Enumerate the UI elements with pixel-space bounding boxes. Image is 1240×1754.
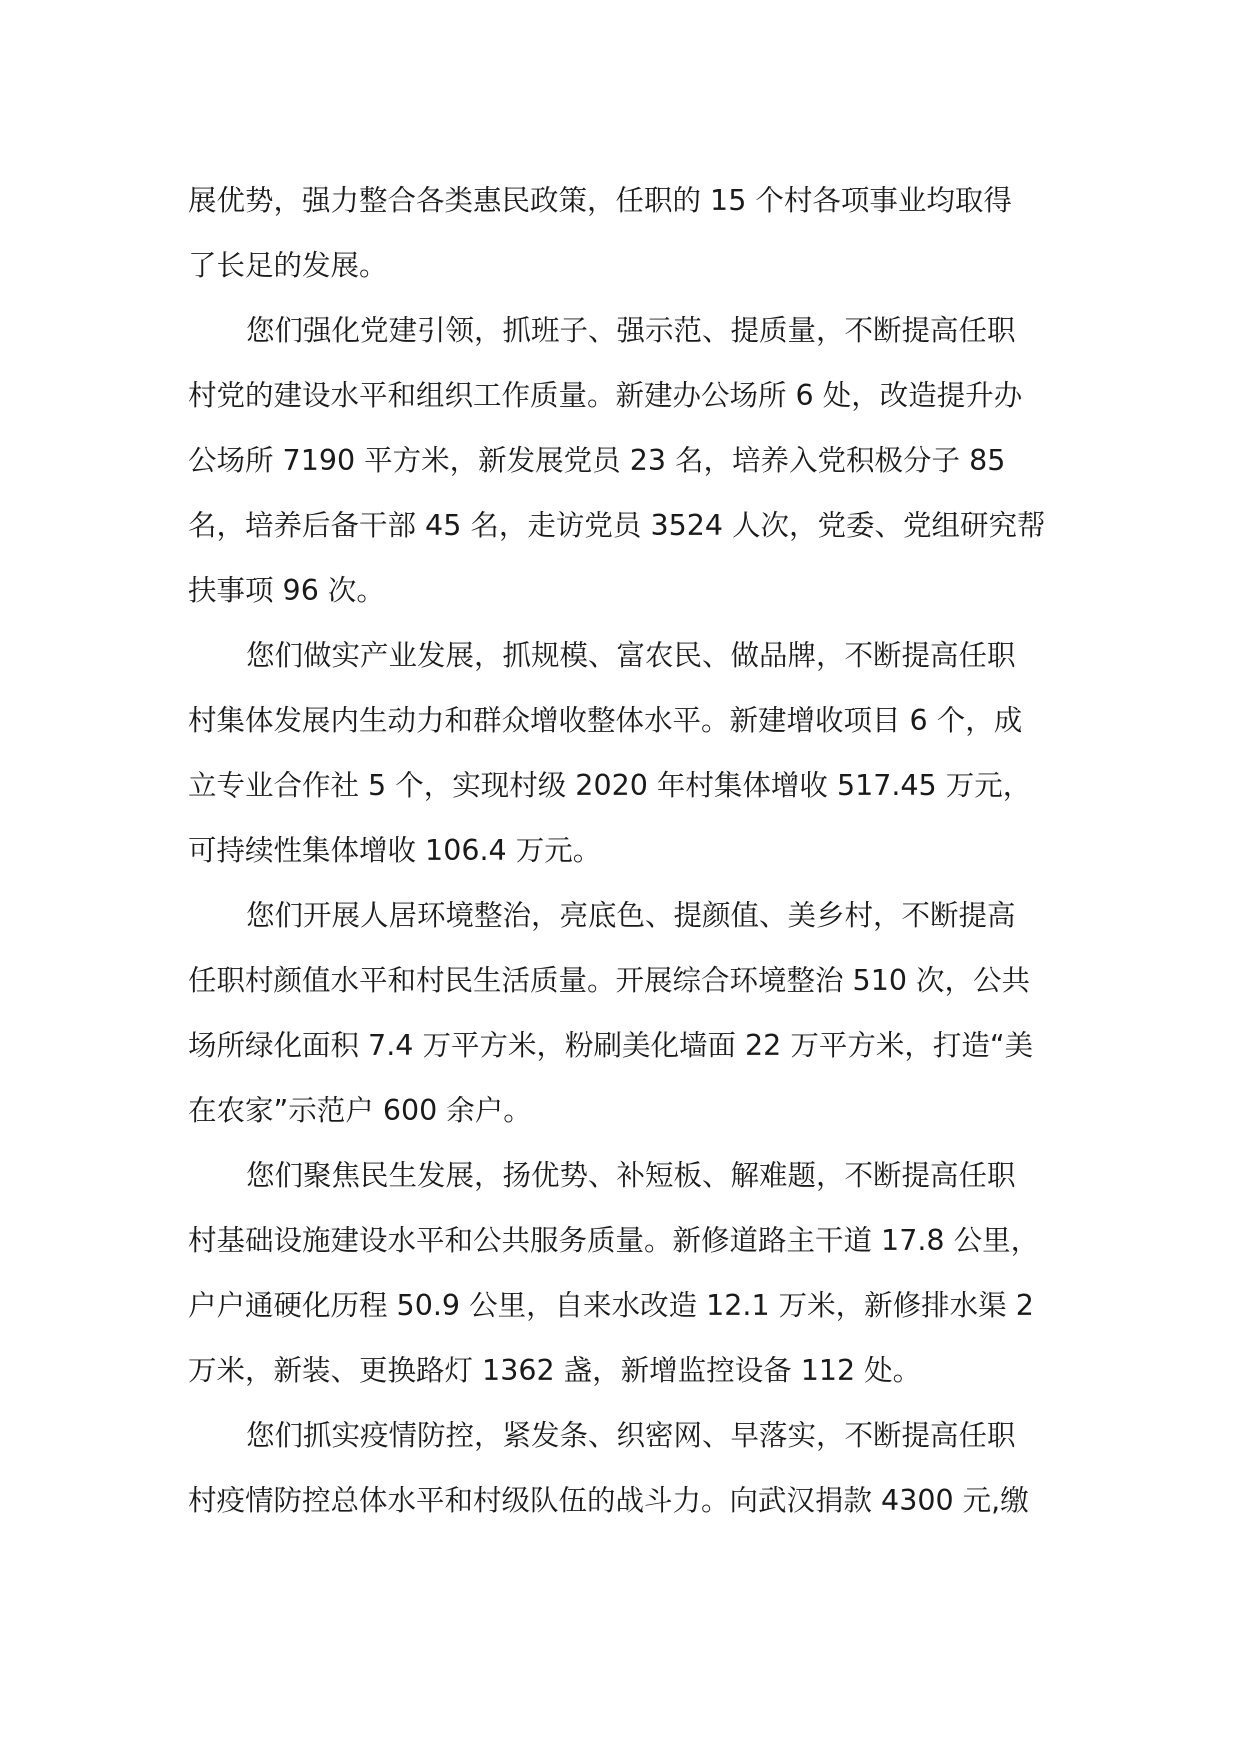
text-line: 在农家”示范户 600 余户。 bbox=[188, 1094, 532, 1127]
text-line: 了长足的发展。 bbox=[188, 249, 388, 282]
text-line: 可持续性集体增收 106.4 万元。 bbox=[188, 834, 602, 867]
text-line: 您们聚焦民生发展，扬优势、补短板、解难题，不断提高任职 bbox=[246, 1159, 1016, 1192]
text-line: 名，培养后备干部 45 名，走访党员 3524 人次，党委、党组研究帮 bbox=[188, 509, 1046, 542]
text-line: 场所绿化面积 7.4 万平方米，粉刷美化墙面 22 万平方米，打造“美 bbox=[188, 1029, 1034, 1062]
text-line: 户户通硬化历程 50.9 公里，自来水改造 12.1 万米，新修排水渠 2 bbox=[188, 1289, 1034, 1322]
text-line: 万米，新装、更换路灯 1362 盏，新增监控设备 112 处。 bbox=[188, 1354, 922, 1387]
text-line: 您们开展人居环境整治，亮底色、提颜值、美乡村，不断提高 bbox=[246, 899, 1016, 932]
text-line: 村党的建设水平和组织工作质量。新建办公场所 6 处，改造提升办 bbox=[188, 379, 1023, 412]
text-line: 扶事项 96 次。 bbox=[188, 574, 385, 607]
text-line: 村疫情防控总体水平和村级队伍的战斗力。向武汉捐款 4300 元,缴 bbox=[188, 1484, 1029, 1517]
text-line: 公场所 7190 平方米，新发展党员 23 名，培养入党积极分子 85 bbox=[188, 444, 1006, 477]
text-line: 您们抓实疫情防控，紧发条、织密网、早落实，不断提高任职 bbox=[246, 1419, 1016, 1452]
text-line: 村基础设施建设水平和公共服务质量。新修道路主干道 17.8 公里， bbox=[188, 1224, 1040, 1257]
text-line: 展优势，强力整合各类惠民政策，任职的 15 个村各项事业均取得 bbox=[188, 184, 1012, 217]
text-line: 任职村颜值水平和村民生活质量。开展综合环境整治 510 次，公共 bbox=[188, 964, 1031, 997]
body-text bbox=[188, 168, 1054, 1533]
text-line: 您们强化党建引领，抓班子、强示范、提质量，不断提高任职 bbox=[246, 314, 1016, 347]
text-line: 村集体发展内生动力和群众增收整体水平。新建增收项目 6 个，成 bbox=[188, 704, 1023, 737]
text-line: 立专业合作社 5 个，实现村级 2020 年村集体增收 517.45 万元， bbox=[188, 769, 1032, 802]
text-line: 您们做实产业发展，抓规模、富农民、做品牌，不断提高任职 bbox=[246, 639, 1016, 672]
